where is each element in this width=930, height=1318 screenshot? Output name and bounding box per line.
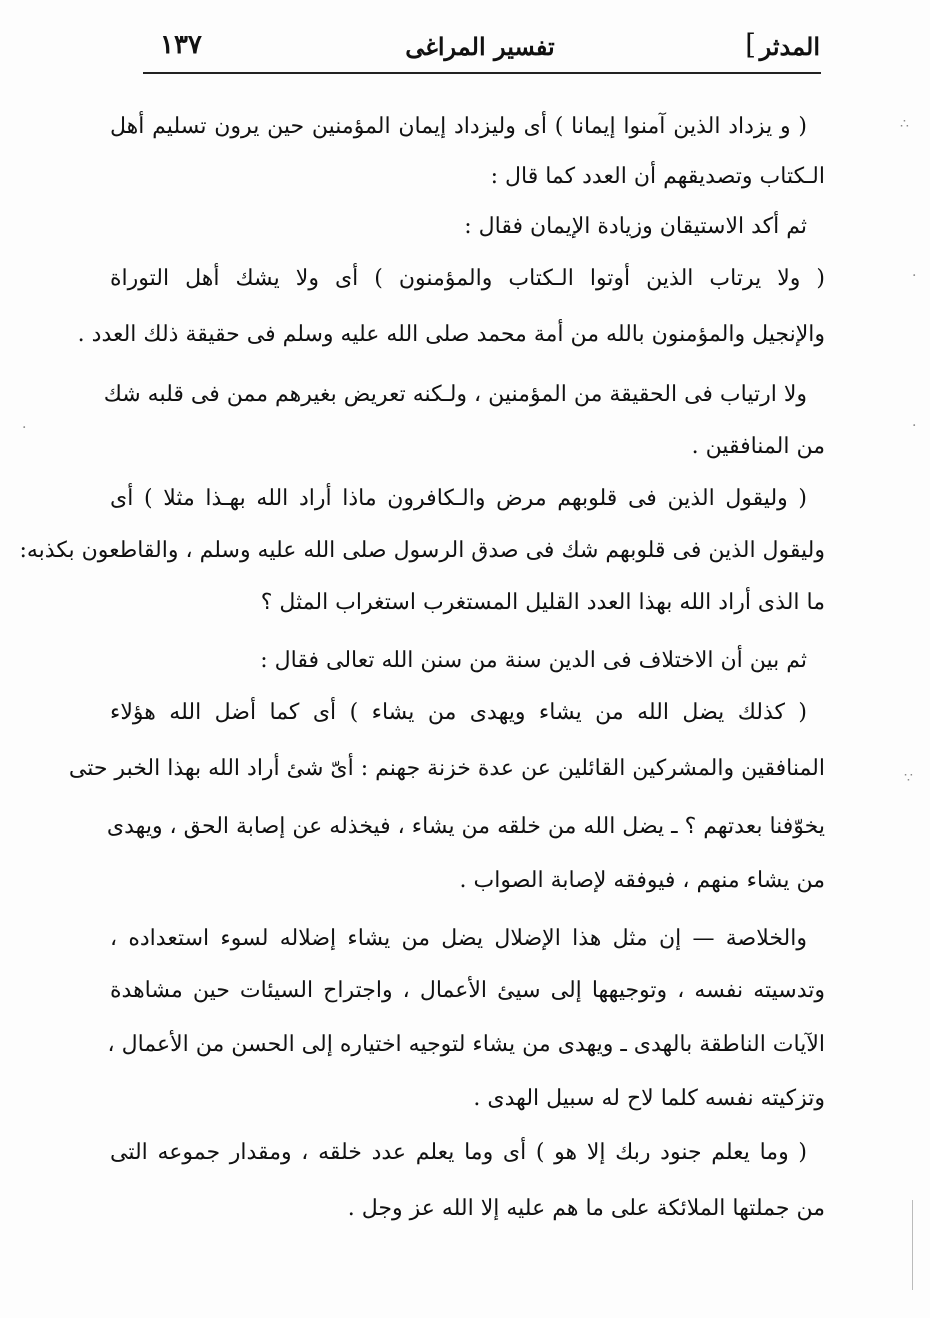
page-header bbox=[140, 26, 820, 74]
text-line: ( وليقول الذين فى قلوبهم مرض والـكافرون ماذا أراد الله بهـذا مثلا ) أى bbox=[110, 486, 807, 511]
text-line: وتزكيته نفسه كلما لاح له سبيل الهدى . bbox=[473, 1086, 825, 1111]
text-line: يخوّفنا بعدتهم ؟ ـ يضل الله من خلقه من يشاء ، فيخذله عن إصابة الحق ، ويهدى bbox=[106, 814, 825, 839]
text-line: والإنجيل والمؤمنون بالله من أمة محمد صلى الله عليه وسلم فى حقيقة ذلك العدد . bbox=[77, 322, 825, 347]
text-line: ( وما يعلم جنود ربك إلا هو ) أى وما يعلم عدد خلقه ، ومقدار جموعه التى bbox=[110, 1140, 807, 1165]
text-line: من جملتها الملائكة على ما هم عليه إلا الله عز وجل . bbox=[347, 1196, 825, 1221]
scan-speck: · bbox=[912, 268, 917, 284]
surah-name: المدثر bbox=[759, 32, 820, 61]
text-line: وتدسيته نفسه ، وتوجيهها إلى سيئ الأعمال ، واجتراح السيئات حين مشاهدة bbox=[110, 978, 825, 1003]
book-title: تفسير المراغى bbox=[405, 32, 555, 61]
text-line: وليقول الذين فى قلوبهم شك فى صدق الرسول صلى الله عليه وسلم ، والقاطعون بكذبه: bbox=[19, 538, 825, 563]
page-number: ١٣٧ bbox=[160, 30, 202, 60]
text-line: ثم أكد الاستيقان وزيادة الإيمان فقال : bbox=[464, 214, 807, 239]
text-line: والخلاصة — إن مثل هذا الإضلال يضل من يشاء إضلاله لسوء استعداده ، bbox=[110, 926, 807, 951]
scan-speck: · bbox=[22, 420, 27, 436]
text-line: ثم بين أن الاختلاف فى الدين سنة من سنن الله تعالى فقال : bbox=[260, 648, 807, 673]
scan-edge-line bbox=[912, 1200, 913, 1290]
text-line: من يشاء منهم ، فيوفقه لإصابة الصواب . bbox=[459, 868, 825, 893]
text-line: ( ولا يرتاب الذين أوتوا الـكتاب والمؤمنون ) أى ولا يشك أهل التوراة bbox=[110, 266, 825, 291]
text-line: ما الذى أراد الله بهذا العدد القليل المستغرب استغراب المثل ؟ bbox=[260, 590, 825, 615]
text-line: الآيات الناطقة بالهدى ـ ويهدى من يشاء لتوجيه اختياره إلى الحسن من الأعمال ، bbox=[107, 1032, 825, 1057]
header-rule bbox=[143, 72, 821, 74]
text-line: الـكتاب وتصديقهم أن العدد كما قال : bbox=[490, 164, 825, 189]
header-bracket: ] bbox=[745, 28, 756, 61]
text-line: المنافقين والمشركين القائلين عن عدة خزنة جهنم : أىّ شئ أراد الله بهذا الخبر حتى bbox=[68, 756, 825, 781]
text-line: ( كذلك يضل الله من يشاء ويهدى من يشاء ) أى كما أضل الله هؤلاء bbox=[110, 700, 807, 725]
text-line: من المنافقين . bbox=[691, 434, 825, 459]
text-line: ولا ارتياب فى الحقيقة من المؤمنين ، ولـكنه تعريض بغيرهم ممن فى قلبه شك bbox=[103, 382, 807, 407]
scan-speck: · bbox=[912, 418, 917, 434]
scan-speck: ∴ bbox=[900, 116, 909, 132]
text-line: ( و يزداد الذين آمنوا إيمانا ) أى وليزداد إيمان المؤمنين حين يرون تسليم أهل bbox=[110, 114, 807, 139]
scan-speck: ∵ bbox=[904, 770, 913, 786]
